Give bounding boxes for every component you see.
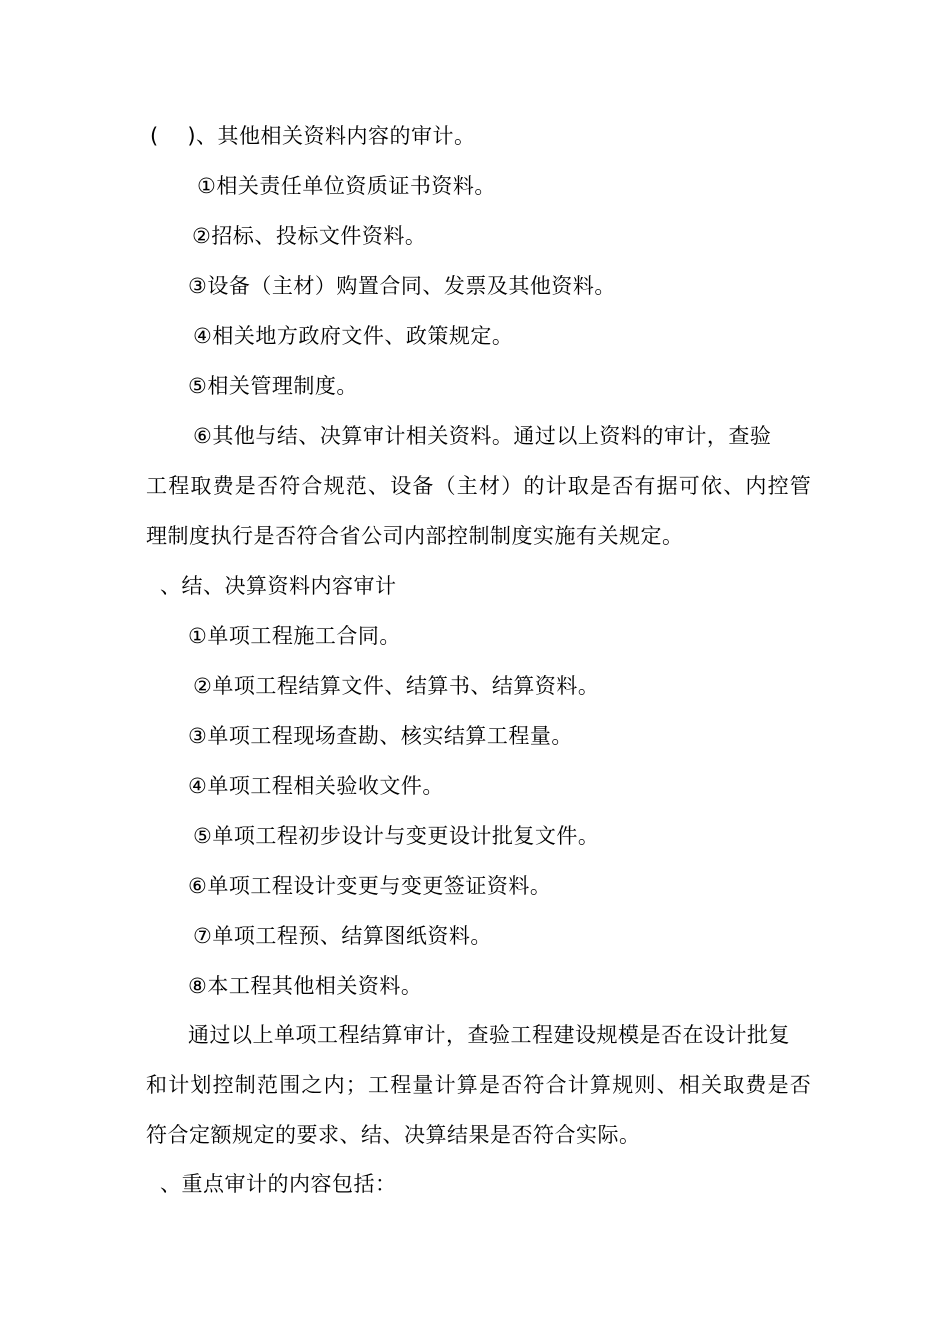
paragraph-line: 工程取费是否符合规范、设备（主材）的计取是否有据可依、内控管 bbox=[146, 474, 812, 498]
list-item: ⑥单项工程设计变更与变更签证资料。 bbox=[188, 874, 552, 898]
list-item: ③单项工程现场查勘、核实结算工程量。 bbox=[188, 724, 573, 748]
list-item: ⑦单项工程预、结算图纸资料。 bbox=[193, 924, 492, 948]
list-item: ③设备（主材）购置合同、发票及其他资料。 bbox=[188, 274, 616, 298]
paragraph-line: 符合定额规定的要求、结、决算结果是否符合实际。 bbox=[146, 1123, 641, 1147]
list-item: ②单项工程结算文件、结算书、结算资料。 bbox=[193, 674, 600, 698]
list-item: ④单项工程相关验收文件。 bbox=[188, 774, 444, 798]
paragraph-line: 通过以上单项工程结算审计，查验工程建设规模是否在设计批复 bbox=[188, 1023, 790, 1047]
paragraph-line: 理制度执行是否符合省公司内部控制制度实施有关规定。 bbox=[146, 524, 684, 548]
section-other-heading: ( )、其他相关资料内容的审计。 bbox=[150, 124, 476, 148]
list-item: ⑤单项工程初步设计与变更设计批复文件。 bbox=[193, 824, 600, 848]
list-item: ⑧本工程其他相关资料。 bbox=[188, 974, 423, 998]
section-settlement-heading: 、结、决算资料内容审计 bbox=[160, 574, 397, 598]
list-item: ①单项工程施工合同。 bbox=[188, 624, 401, 648]
list-item: ①相关责任单位资质证书资料。 bbox=[197, 174, 496, 198]
paragraph-line: ⑥其他与结、决算审计相关资料。通过以上资料的审计，查验 bbox=[193, 424, 772, 448]
paragraph-line: 和计划控制范围之内；工程量计算是否符合计算规则、相关取费是否 bbox=[146, 1073, 812, 1097]
list-item: ②招标、投标文件资料。 bbox=[192, 224, 427, 248]
list-item: ⑤相关管理制度。 bbox=[188, 374, 358, 398]
list-item: ④相关地方政府文件、政策规定。 bbox=[193, 324, 514, 348]
section-key-heading: 、重点审计的内容包括： bbox=[160, 1172, 397, 1196]
